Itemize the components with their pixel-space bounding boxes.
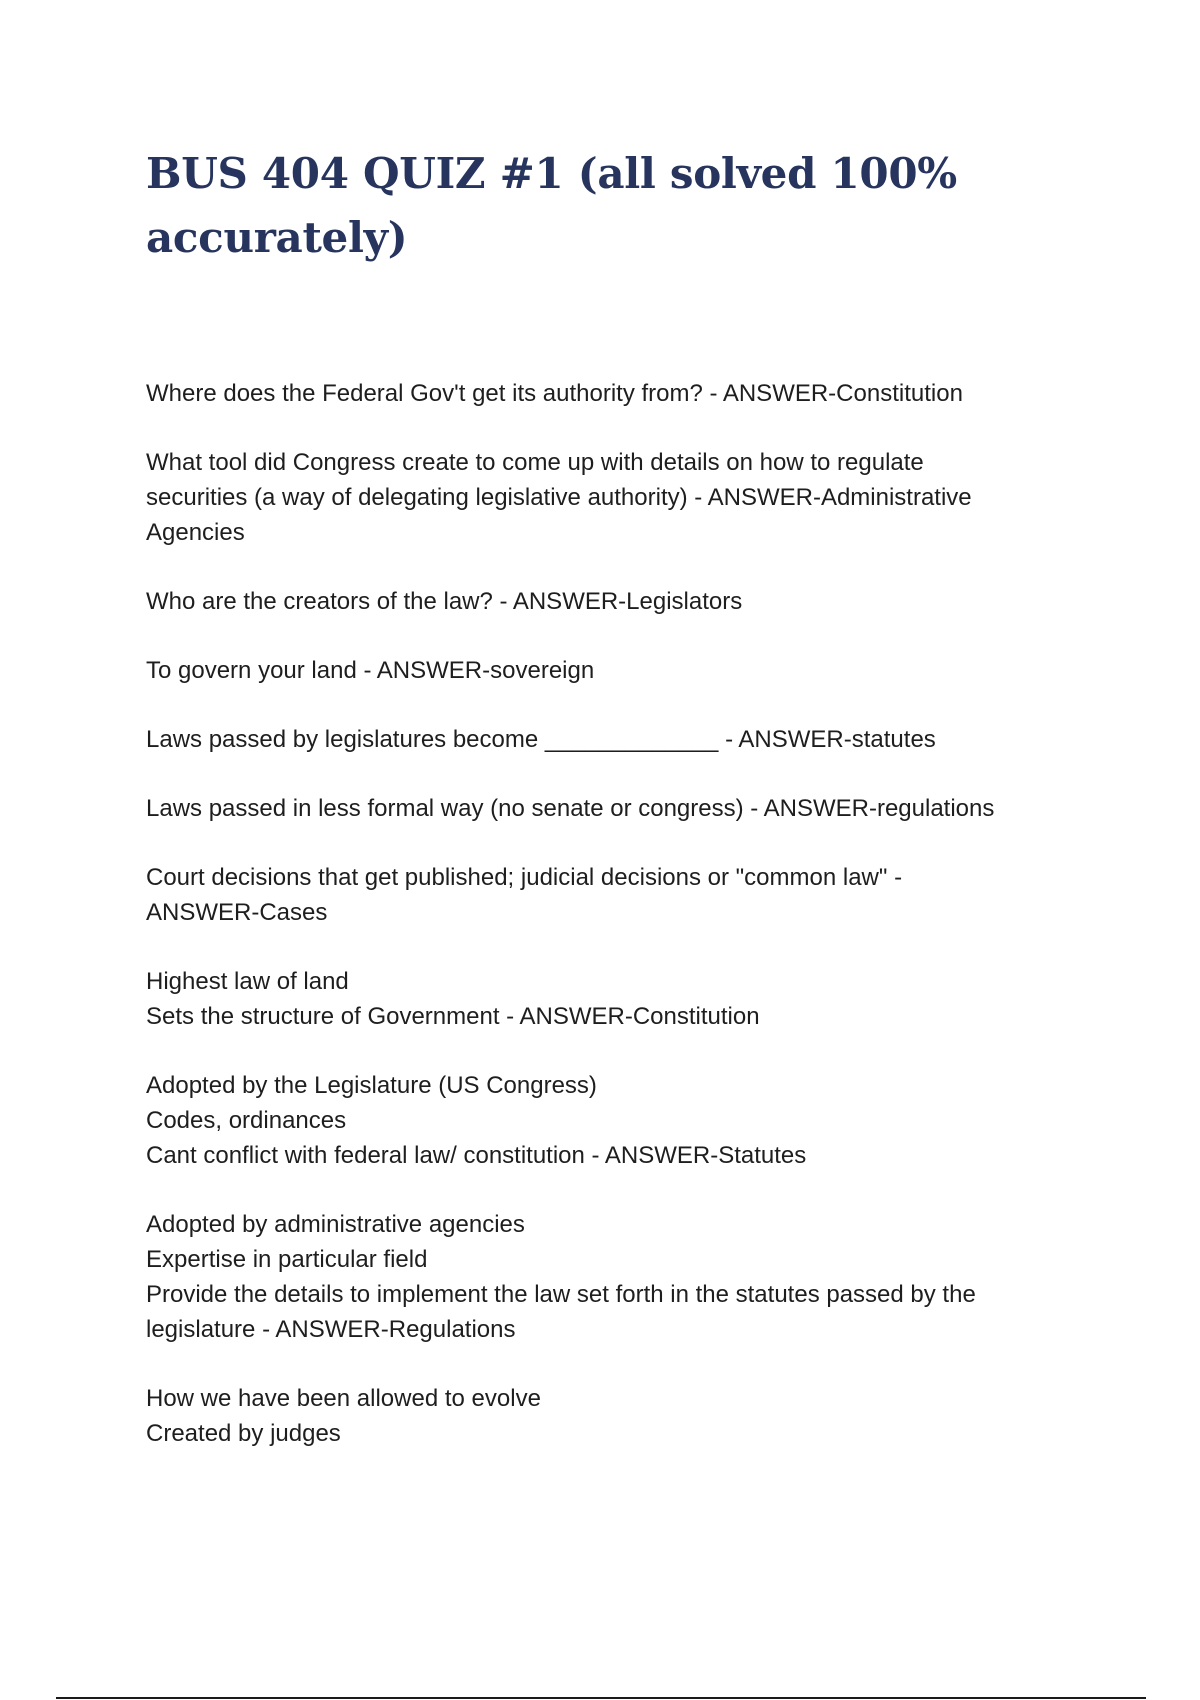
qa-text-line: ANSWER-Cases	[146, 899, 328, 926]
qa-text-line: Provide the details to implement the law set forth in the statutes passed by the	[146, 1281, 976, 1308]
qa-text-line: Laws passed by legislatures become _____________ - ANSWER-statutes	[146, 726, 936, 753]
qa-text-line: What tool did Congress create to come up with details on how to regulate	[146, 449, 924, 476]
qa-text-line: Agencies	[146, 519, 245, 546]
qa-text-line: legislature - ANSWER-Regulations	[146, 1316, 516, 1343]
qa-text-line: Laws passed in less formal way (no senate or congress) - ANSWER-regulations	[146, 795, 995, 822]
title-line-1: BUS 404 QUIZ #1 (all solved 100%	[146, 149, 957, 198]
title-line-2: accurately)	[146, 213, 408, 262]
qa-text-line: How we have been allowed to evolve	[146, 1385, 541, 1412]
qa-item	[146, 964, 1086, 1034]
qa-item	[146, 376, 1086, 411]
page-title	[146, 142, 1046, 270]
qa-item	[146, 653, 1086, 688]
qa-text-line: Created by judges	[146, 1420, 341, 1447]
qa-text-line: Expertise in particular field	[146, 1246, 428, 1273]
qa-text-line: Court decisions that get published; judicial decisions or "common law" -	[146, 864, 903, 891]
qa-item	[146, 445, 1086, 550]
qa-text-line: securities (a way of delegating legislative authority) - ANSWER-Administrative	[146, 484, 972, 511]
qa-item	[146, 584, 1086, 619]
qa-item	[146, 791, 1086, 826]
qa-text-line: Sets the structure of Government - ANSWER-Constitution	[146, 1003, 760, 1030]
qa-text-line: Adopted by administrative agencies	[146, 1211, 525, 1238]
qa-text-line: Where does the Federal Gov't get its authority from? - ANSWER-Constitution	[146, 380, 963, 407]
qa-text-line: Adopted by the Legislature (US Congress)	[146, 1072, 597, 1099]
qa-item	[146, 722, 1086, 757]
qa-text-line: To govern your land - ANSWER-sovereign	[146, 657, 595, 684]
qa-text-line: Cant conflict with federal law/ constitution - ANSWER-Statutes	[146, 1142, 807, 1169]
qa-text-line: Codes, ordinances	[146, 1107, 347, 1134]
qa-item	[146, 1068, 1086, 1173]
qa-text-line: Who are the creators of the law? - ANSWER-Legislators	[146, 588, 743, 615]
qa-item	[146, 860, 1086, 930]
qa-item	[146, 1207, 1086, 1347]
page-bottom-divider	[56, 1697, 1146, 1699]
qa-text-line: Highest law of land	[146, 968, 349, 995]
qa-item	[146, 1381, 1086, 1451]
question-answer-list	[146, 376, 1086, 1485]
